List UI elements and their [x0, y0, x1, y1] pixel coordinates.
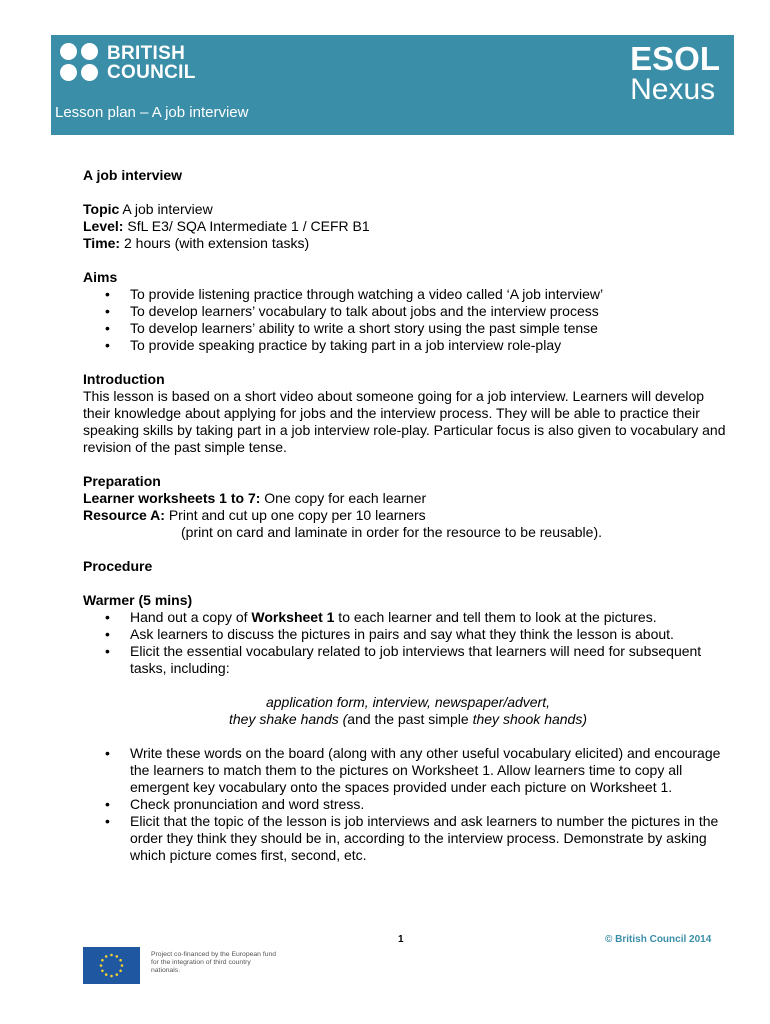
list-item: • Elicit the essential vocabulary related to job interviews that learners will need for subsequent tasks, including:	[83, 643, 733, 677]
page-number: 1	[398, 934, 404, 945]
list-item: • To provide listening practice through watching a video called ‘A job interview’	[83, 286, 733, 303]
warmer-list-2	[83, 745, 733, 864]
time-line: Time: 2 hours (with extension tasks)	[83, 235, 310, 251]
aims-heading: Aims	[83, 269, 118, 285]
brand-line1: BRITISH	[107, 42, 186, 64]
list-item: • To develop learners’ vocabulary to talk about jobs and the interview process	[83, 303, 733, 320]
lesson-plan-title: Lesson plan – A job interview	[55, 104, 249, 121]
document-body	[83, 167, 733, 864]
warmer-list	[83, 609, 733, 677]
list-item: • Elicit that the topic of the lesson is job interviews and ask learners to number the pictures in the order they think they should be in, according to the interview process. Demonstrate by asking which picture comes first, second, etc.	[83, 813, 733, 864]
preparation-heading: Preparation	[83, 473, 161, 489]
list-item: • Ask learners to discuss the pictures in pairs and say what they think the lesson is about.	[83, 626, 733, 643]
vocab-line2: they shake hands (and the past simple they shook hands)	[229, 711, 587, 727]
esol-nexus-logo	[630, 40, 720, 106]
list-item: • Check pronunciation and word stress.	[83, 796, 733, 813]
intro-heading: Introduction	[83, 371, 165, 387]
logo-dots-icon	[60, 43, 99, 82]
list-item: • Write these words on the board (along with any other useful vocabulary elicited) and encourage the learners to match them to the pictures on Worksheet 1. Allow learners time to copy all emergent key vocabulary onto the spaces provided under each picture on Worksheet 1.	[83, 745, 733, 796]
list-item: • To develop learners’ ability to write a short story using the past simple tense	[83, 320, 733, 337]
prep-resource-note: (print on card and laminate in order for the resource to be reusable).	[181, 524, 603, 540]
intro-text: This lesson is based on a short video about someone going for a job interview. Learners will develop their knowledge about applying for jobs and the interview process. They will be able to practice their speaking skills by taking part in a job interview role-play. Particular focus is also given to vocabulary and revision of the past simple tense.	[83, 388, 726, 455]
warmer-heading: Warmer (5 mins)	[83, 592, 193, 608]
list-item: • Hand out a copy of Worksheet 1 to each learner and tell them to look at the pictures.	[83, 609, 733, 626]
level-line: Level: SfL E3/ SQA Intermediate 1 / CEFR B1	[83, 218, 370, 234]
eu-funding-note: Project co-financed by the European fund for the integration of third country nationals.	[151, 951, 277, 974]
prep-worksheets: Learner worksheets 1 to 7: One copy for each learner	[83, 490, 427, 506]
aims-list	[83, 286, 733, 354]
prep-resource: Resource A: Print and cut up one copy per 10 learners	[83, 507, 426, 523]
doc-title: A job interview	[83, 167, 183, 183]
header-banner	[51, 35, 734, 135]
topic-line: Topic A job interview	[83, 201, 213, 217]
copyright: © British Council 2014	[605, 934, 712, 945]
esol-text: ESOL	[630, 40, 720, 77]
british-council-logo	[60, 43, 196, 82]
eu-flag-icon	[83, 947, 140, 984]
nexus-text: Nexus	[630, 73, 716, 106]
list-item: • To provide speaking practice by taking part in a job interview role-play	[83, 337, 733, 354]
brand-line2: COUNCIL	[107, 61, 196, 83]
procedure-heading: Procedure	[83, 558, 153, 574]
vocab-line1: application form, interview, newspaper/advert,	[265, 694, 551, 710]
